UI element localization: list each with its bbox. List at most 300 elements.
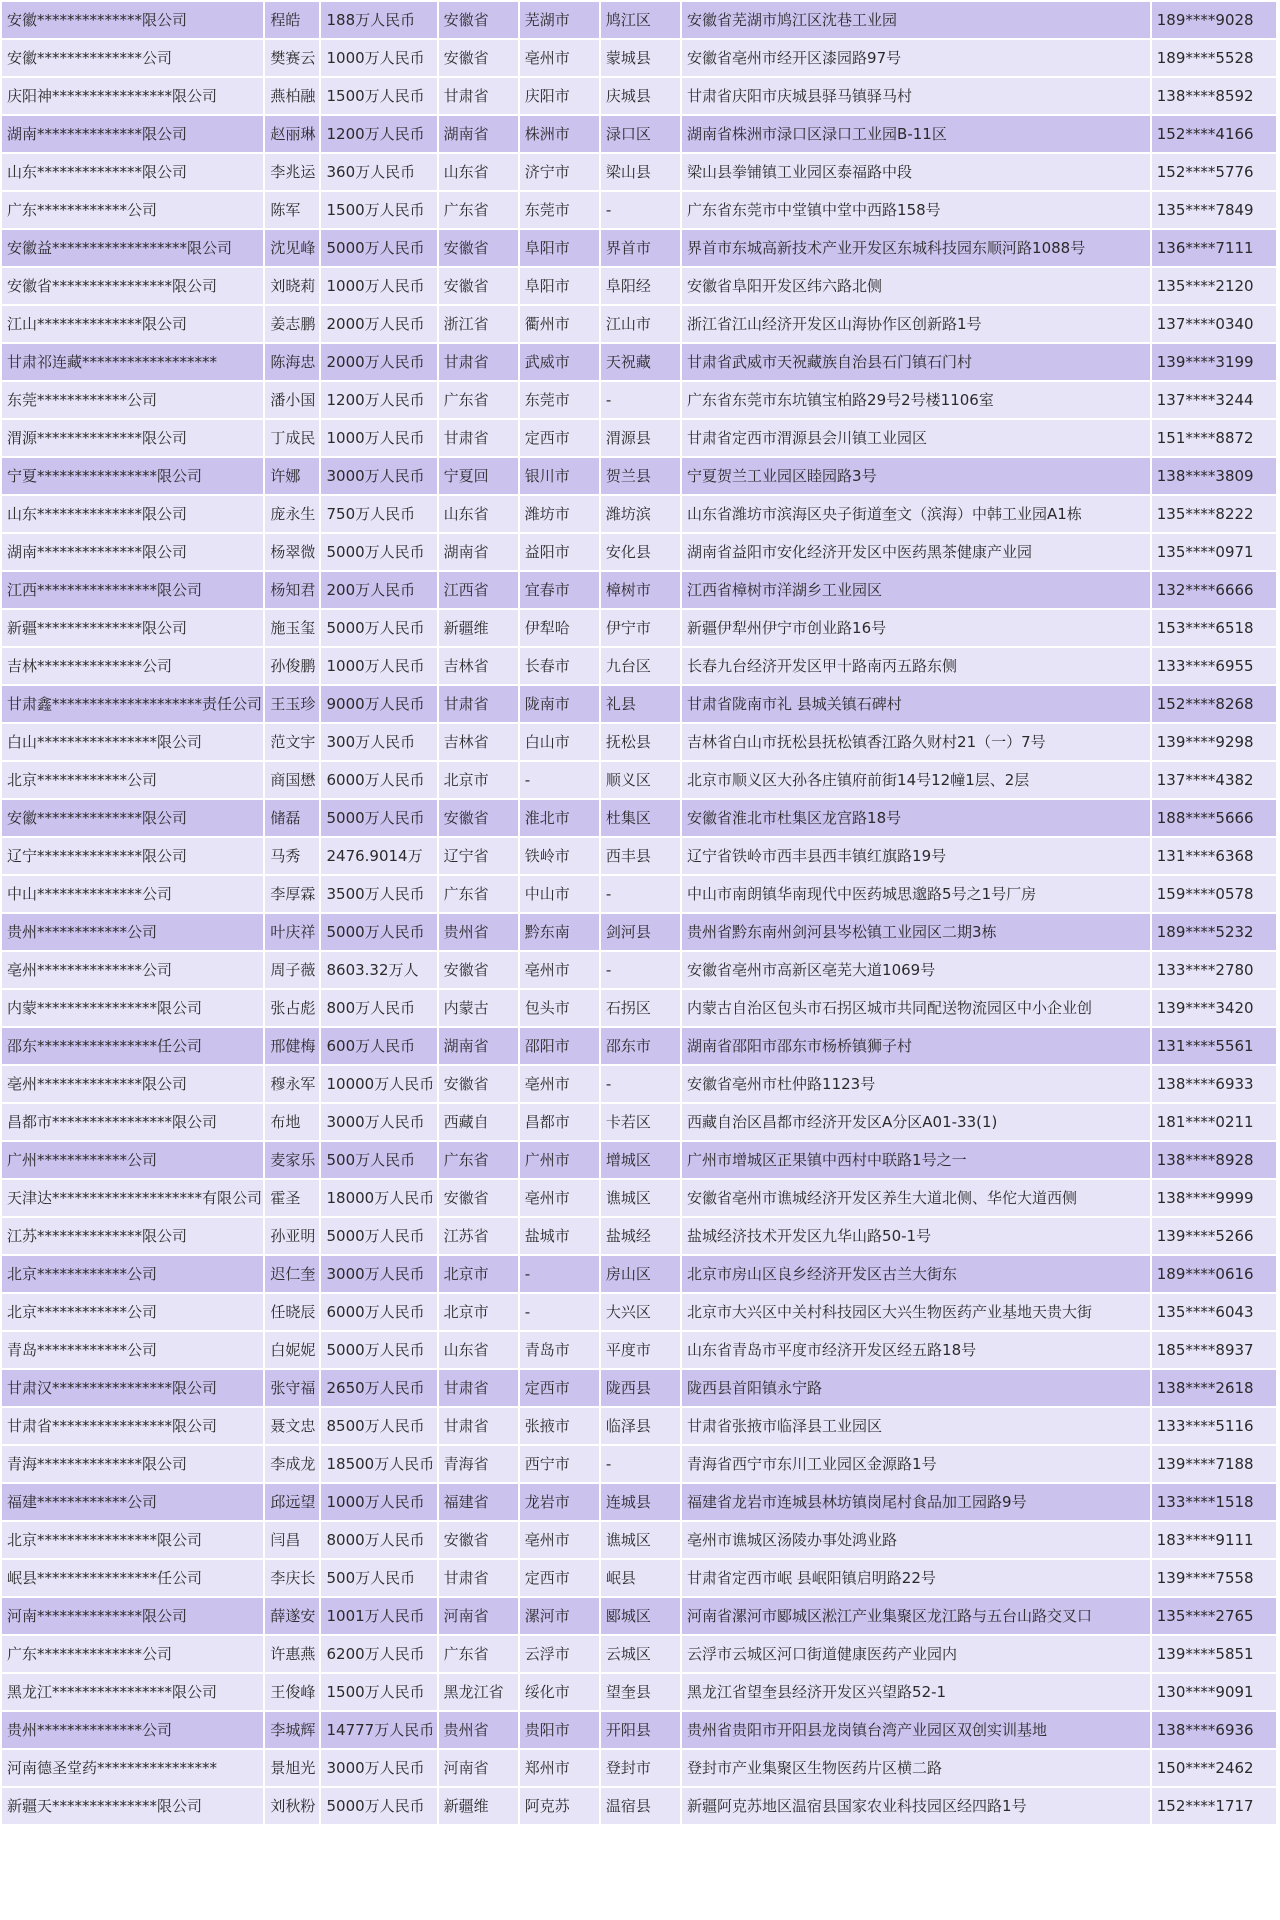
city-cell: 亳州市 bbox=[520, 40, 599, 76]
district-cell: 温宿县 bbox=[601, 1788, 680, 1824]
address-cell: 梁山县拳铺镇工业园区泰福路中段 bbox=[682, 154, 1150, 190]
table-row bbox=[2, 1788, 1276, 1824]
company-name-cell: 江西****************限公司 bbox=[2, 572, 263, 608]
province-cell: 安徽省 bbox=[439, 40, 518, 76]
table-row bbox=[2, 572, 1276, 608]
address-cell: 福建省龙岩市连城县林坊镇岗尾村食品加工园路9号 bbox=[682, 1484, 1150, 1520]
phone-cell: 152****8268 bbox=[1152, 686, 1276, 722]
registered-capital-cell: 1500万人民币 bbox=[321, 1674, 436, 1710]
company-name-cell: 甘肃鑫********************责任公司 bbox=[2, 686, 263, 722]
district-cell: 阜阳经 bbox=[601, 268, 680, 304]
company-name-cell: 北京************公司 bbox=[2, 762, 263, 798]
contact-name-cell: 景旭光 bbox=[265, 1750, 319, 1786]
province-cell: 北京市 bbox=[439, 1256, 518, 1292]
phone-cell: 133****5116 bbox=[1152, 1408, 1276, 1444]
registered-capital-cell: 8500万人民币 bbox=[321, 1408, 436, 1444]
province-cell: 新疆维 bbox=[439, 610, 518, 646]
table-row bbox=[2, 952, 1276, 988]
contact-name-cell: 李城辉 bbox=[265, 1712, 319, 1748]
contact-name-cell: 潘小国 bbox=[265, 382, 319, 418]
address-cell: 广东省东莞市中堂镇中堂中西路158号 bbox=[682, 192, 1150, 228]
address-cell: 山东省青岛市平度市经济开发区经五路18号 bbox=[682, 1332, 1150, 1368]
contact-name-cell: 杨翠微 bbox=[265, 534, 319, 570]
address-cell: 河南省漯河市郾城区淞江产业集聚区龙江路与五台山路交叉口 bbox=[682, 1598, 1150, 1634]
table-row bbox=[2, 1104, 1276, 1140]
province-cell: 湖南省 bbox=[439, 1028, 518, 1064]
phone-cell: 185****8937 bbox=[1152, 1332, 1276, 1368]
district-cell: - bbox=[601, 952, 680, 988]
phone-cell: 139****5851 bbox=[1152, 1636, 1276, 1672]
phone-cell: 189****9028 bbox=[1152, 2, 1276, 38]
district-cell: 云城区 bbox=[601, 1636, 680, 1672]
city-cell: 邵阳市 bbox=[520, 1028, 599, 1064]
contact-name-cell: 杨知君 bbox=[265, 572, 319, 608]
registered-capital-cell: 5000万人民币 bbox=[321, 1788, 436, 1824]
company-name-cell: 河南**************限公司 bbox=[2, 1598, 263, 1634]
registered-capital-cell: 5000万人民币 bbox=[321, 1218, 436, 1254]
district-cell: - bbox=[601, 382, 680, 418]
phone-cell: 138****2618 bbox=[1152, 1370, 1276, 1406]
address-cell: 广州市增城区正果镇中西村中联路1号之一 bbox=[682, 1142, 1150, 1178]
phone-cell: 139****9298 bbox=[1152, 724, 1276, 760]
table-row bbox=[2, 1408, 1276, 1444]
city-cell: 阿克苏 bbox=[520, 1788, 599, 1824]
phone-cell: 152****1717 bbox=[1152, 1788, 1276, 1824]
company-name-cell: 黑龙江****************限公司 bbox=[2, 1674, 263, 1710]
district-cell: 大兴区 bbox=[601, 1294, 680, 1330]
phone-cell: 139****7188 bbox=[1152, 1446, 1276, 1482]
table-row bbox=[2, 1674, 1276, 1710]
address-cell: 新疆伊犁州伊宁市创业路16号 bbox=[682, 610, 1150, 646]
phone-cell: 138****6933 bbox=[1152, 1066, 1276, 1102]
company-name-cell: 内蒙****************限公司 bbox=[2, 990, 263, 1026]
table-row bbox=[2, 268, 1276, 304]
phone-cell: 150****2462 bbox=[1152, 1750, 1276, 1786]
phone-cell: 131****6368 bbox=[1152, 838, 1276, 874]
address-cell: 安徽省亳州市谯城经济开发区养生大道北侧、华佗大道西侧 bbox=[682, 1180, 1150, 1216]
province-cell: 甘肃省 bbox=[439, 686, 518, 722]
province-cell: 湖南省 bbox=[439, 534, 518, 570]
province-cell: 山东省 bbox=[439, 1332, 518, 1368]
city-cell: 白山市 bbox=[520, 724, 599, 760]
registered-capital-cell: 8603.32万人 bbox=[321, 952, 436, 988]
city-cell: 伊犁哈 bbox=[520, 610, 599, 646]
city-cell: - bbox=[520, 762, 599, 798]
registered-capital-cell: 18500万人民币 bbox=[321, 1446, 436, 1482]
table-row bbox=[2, 686, 1276, 722]
contact-name-cell: 霍圣 bbox=[265, 1180, 319, 1216]
company-name-cell: 山东**************限公司 bbox=[2, 496, 263, 532]
company-name-cell: 渭源**************限公司 bbox=[2, 420, 263, 456]
city-cell: 亳州市 bbox=[520, 1522, 599, 1558]
city-cell: 宜春市 bbox=[520, 572, 599, 608]
table-row bbox=[2, 876, 1276, 912]
company-name-cell: 亳州**************限公司 bbox=[2, 1066, 263, 1102]
company-name-cell: 湖南**************限公司 bbox=[2, 116, 263, 152]
city-cell: 广州市 bbox=[520, 1142, 599, 1178]
contact-name-cell: 许惠燕 bbox=[265, 1636, 319, 1672]
phone-cell: 181****0211 bbox=[1152, 1104, 1276, 1140]
company-name-cell: 岷县****************任公司 bbox=[2, 1560, 263, 1596]
province-cell: 甘肃省 bbox=[439, 1408, 518, 1444]
table-row bbox=[2, 800, 1276, 836]
district-cell: 郾城区 bbox=[601, 1598, 680, 1634]
district-cell: 樟树市 bbox=[601, 572, 680, 608]
registered-capital-cell: 3000万人民币 bbox=[321, 1750, 436, 1786]
province-cell: 内蒙古 bbox=[439, 990, 518, 1026]
registered-capital-cell: 1001万人民币 bbox=[321, 1598, 436, 1634]
address-cell: 新疆阿克苏地区温宿县国家农业科技园区经四路1号 bbox=[682, 1788, 1150, 1824]
city-cell: 东莞市 bbox=[520, 192, 599, 228]
table-row bbox=[2, 648, 1276, 684]
city-cell: 银川市 bbox=[520, 458, 599, 494]
table-row bbox=[2, 382, 1276, 418]
district-cell: 邵东市 bbox=[601, 1028, 680, 1064]
table-row bbox=[2, 1712, 1276, 1748]
province-cell: 福建省 bbox=[439, 1484, 518, 1520]
company-name-cell: 北京****************限公司 bbox=[2, 1522, 263, 1558]
registered-capital-cell: 5000万人民币 bbox=[321, 1332, 436, 1368]
registered-capital-cell: 5000万人民币 bbox=[321, 914, 436, 950]
district-cell: 鸠江区 bbox=[601, 2, 680, 38]
table-row bbox=[2, 1180, 1276, 1216]
registered-capital-cell: 1000万人民币 bbox=[321, 648, 436, 684]
province-cell: 辽宁省 bbox=[439, 838, 518, 874]
table-row bbox=[2, 1332, 1276, 1368]
table-body bbox=[2, 2, 1276, 1824]
contact-name-cell: 聂文忠 bbox=[265, 1408, 319, 1444]
company-name-cell: 安徽**************公司 bbox=[2, 40, 263, 76]
phone-cell: 183****9111 bbox=[1152, 1522, 1276, 1558]
district-cell: - bbox=[601, 876, 680, 912]
phone-cell: 139****3420 bbox=[1152, 990, 1276, 1026]
province-cell: 河南省 bbox=[439, 1598, 518, 1634]
contact-name-cell: 穆永军 bbox=[265, 1066, 319, 1102]
contact-name-cell: 许娜 bbox=[265, 458, 319, 494]
table-row bbox=[2, 1066, 1276, 1102]
province-cell: 广东省 bbox=[439, 1142, 518, 1178]
registered-capital-cell: 600万人民币 bbox=[321, 1028, 436, 1064]
registered-capital-cell: 2476.9014万 bbox=[321, 838, 436, 874]
phone-cell: 153****6518 bbox=[1152, 610, 1276, 646]
province-cell: 广东省 bbox=[439, 1636, 518, 1672]
district-cell: - bbox=[601, 1066, 680, 1102]
district-cell: 天祝藏 bbox=[601, 344, 680, 380]
table-row bbox=[2, 40, 1276, 76]
phone-cell: 137****4382 bbox=[1152, 762, 1276, 798]
city-cell: 东莞市 bbox=[520, 382, 599, 418]
company-name-cell: 广东**************公司 bbox=[2, 1636, 263, 1672]
address-cell: 北京市大兴区中关村科技园区大兴生物医药产业基地天贵大街 bbox=[682, 1294, 1150, 1330]
contact-name-cell: 张守福 bbox=[265, 1370, 319, 1406]
province-cell: 黑龙江省 bbox=[439, 1674, 518, 1710]
company-name-cell: 辽宁**************限公司 bbox=[2, 838, 263, 874]
address-cell: 贵州省黔东南州剑河县岑松镇工业园区二期3栋 bbox=[682, 914, 1150, 950]
registered-capital-cell: 2650万人民币 bbox=[321, 1370, 436, 1406]
registered-capital-cell: 6000万人民币 bbox=[321, 1294, 436, 1330]
address-cell: 浙江省江山经济开发区山海协作区创新路1号 bbox=[682, 306, 1150, 342]
contact-name-cell: 布地 bbox=[265, 1104, 319, 1140]
district-cell: 江山市 bbox=[601, 306, 680, 342]
phone-cell: 136****7111 bbox=[1152, 230, 1276, 266]
province-cell: 甘肃省 bbox=[439, 420, 518, 456]
registered-capital-cell: 1000万人民币 bbox=[321, 40, 436, 76]
phone-cell: 138****3809 bbox=[1152, 458, 1276, 494]
phone-cell: 189****5528 bbox=[1152, 40, 1276, 76]
registered-capital-cell: 200万人民币 bbox=[321, 572, 436, 608]
company-name-cell: 邵东****************任公司 bbox=[2, 1028, 263, 1064]
registered-capital-cell: 3000万人民币 bbox=[321, 1104, 436, 1140]
registered-capital-cell: 5000万人民币 bbox=[321, 534, 436, 570]
table-row bbox=[2, 1370, 1276, 1406]
district-cell: - bbox=[601, 1446, 680, 1482]
phone-cell: 131****5561 bbox=[1152, 1028, 1276, 1064]
contact-name-cell: 迟仁奎 bbox=[265, 1256, 319, 1292]
contact-name-cell: 范文宇 bbox=[265, 724, 319, 760]
address-cell: 江西省樟树市洋湖乡工业园区 bbox=[682, 572, 1150, 608]
province-cell: 青海省 bbox=[439, 1446, 518, 1482]
city-cell: 亳州市 bbox=[520, 1066, 599, 1102]
city-cell: 陇南市 bbox=[520, 686, 599, 722]
company-name-cell: 庆阳神****************限公司 bbox=[2, 78, 263, 114]
table-row bbox=[2, 78, 1276, 114]
table-row bbox=[2, 192, 1276, 228]
city-cell: 芜湖市 bbox=[520, 2, 599, 38]
city-cell: 阜阳市 bbox=[520, 230, 599, 266]
company-name-cell: 北京************公司 bbox=[2, 1256, 263, 1292]
table-row bbox=[2, 1256, 1276, 1292]
company-name-cell: 甘肃汉****************限公司 bbox=[2, 1370, 263, 1406]
company-name-cell: 广东************公司 bbox=[2, 192, 263, 228]
address-cell: 安徽省亳州市杜仲路1123号 bbox=[682, 1066, 1150, 1102]
contact-name-cell: 施玉玺 bbox=[265, 610, 319, 646]
company-name-cell: 青海**************限公司 bbox=[2, 1446, 263, 1482]
table-row bbox=[2, 154, 1276, 190]
province-cell: 贵州省 bbox=[439, 1712, 518, 1748]
address-cell: 北京市房山区良乡经济开发区古兰大街东 bbox=[682, 1256, 1150, 1292]
contact-name-cell: 樊赛云 bbox=[265, 40, 319, 76]
address-cell: 湖南省益阳市安化经济开发区中医药黑茶健康产业园 bbox=[682, 534, 1150, 570]
table-row bbox=[2, 2, 1276, 38]
company-name-cell: 福建************公司 bbox=[2, 1484, 263, 1520]
district-cell: 礼县 bbox=[601, 686, 680, 722]
phone-cell: 139****5266 bbox=[1152, 1218, 1276, 1254]
district-cell: 谯城区 bbox=[601, 1522, 680, 1558]
address-cell: 云浮市云城区河口街道健康医药产业园内 bbox=[682, 1636, 1150, 1672]
province-cell: 吉林省 bbox=[439, 724, 518, 760]
company-name-cell: 湖南**************限公司 bbox=[2, 534, 263, 570]
city-cell: 武威市 bbox=[520, 344, 599, 380]
phone-cell: 159****0578 bbox=[1152, 876, 1276, 912]
contact-name-cell: 刘晓莉 bbox=[265, 268, 319, 304]
table-row bbox=[2, 838, 1276, 874]
registered-capital-cell: 1500万人民币 bbox=[321, 78, 436, 114]
address-cell: 安徽省亳州市经开区漆园路97号 bbox=[682, 40, 1150, 76]
registered-capital-cell: 300万人民币 bbox=[321, 724, 436, 760]
phone-cell: 138****8928 bbox=[1152, 1142, 1276, 1178]
table-row bbox=[2, 230, 1276, 266]
phone-cell: 130****9091 bbox=[1152, 1674, 1276, 1710]
registered-capital-cell: 10000万人民币 bbox=[321, 1066, 436, 1102]
table-row bbox=[2, 1028, 1276, 1064]
registered-capital-cell: 2000万人民币 bbox=[321, 306, 436, 342]
contact-name-cell: 李成龙 bbox=[265, 1446, 319, 1482]
district-cell: 连城县 bbox=[601, 1484, 680, 1520]
province-cell: 甘肃省 bbox=[439, 344, 518, 380]
province-cell: 甘肃省 bbox=[439, 1560, 518, 1596]
contact-name-cell: 马秀 bbox=[265, 838, 319, 874]
province-cell: 广东省 bbox=[439, 382, 518, 418]
company-name-cell: 北京************公司 bbox=[2, 1294, 263, 1330]
registered-capital-cell: 188万人民币 bbox=[321, 2, 436, 38]
address-cell: 甘肃省张掖市临泽县工业园区 bbox=[682, 1408, 1150, 1444]
district-cell: 安化县 bbox=[601, 534, 680, 570]
contact-name-cell: 张占彪 bbox=[265, 990, 319, 1026]
contact-name-cell: 孙亚明 bbox=[265, 1218, 319, 1254]
province-cell: 湖南省 bbox=[439, 116, 518, 152]
table-row bbox=[2, 496, 1276, 532]
contact-name-cell: 李庆长 bbox=[265, 1560, 319, 1596]
phone-cell: 133****1518 bbox=[1152, 1484, 1276, 1520]
contact-name-cell: 陈军 bbox=[265, 192, 319, 228]
city-cell: - bbox=[520, 1294, 599, 1330]
district-cell: 蒙城县 bbox=[601, 40, 680, 76]
province-cell: 广东省 bbox=[439, 192, 518, 228]
company-name-cell: 青岛************公司 bbox=[2, 1332, 263, 1368]
phone-cell: 137****3244 bbox=[1152, 382, 1276, 418]
registered-capital-cell: 3500万人民币 bbox=[321, 876, 436, 912]
table-row bbox=[2, 1636, 1276, 1672]
phone-cell: 135****0971 bbox=[1152, 534, 1276, 570]
district-cell: 望奎县 bbox=[601, 1674, 680, 1710]
phone-cell: 152****5776 bbox=[1152, 154, 1276, 190]
province-cell: 河南省 bbox=[439, 1750, 518, 1786]
province-cell: 浙江省 bbox=[439, 306, 518, 342]
contact-name-cell: 叶庆祥 bbox=[265, 914, 319, 950]
contact-name-cell: 王玉珍 bbox=[265, 686, 319, 722]
registered-capital-cell: 1200万人民币 bbox=[321, 116, 436, 152]
address-cell: 登封市产业集聚区生物医药片区横二路 bbox=[682, 1750, 1150, 1786]
district-cell: 房山区 bbox=[601, 1256, 680, 1292]
contact-name-cell: 邱远望 bbox=[265, 1484, 319, 1520]
district-cell: 渌口区 bbox=[601, 116, 680, 152]
address-cell: 黑龙江省望奎县经济开发区兴望路52-1 bbox=[682, 1674, 1150, 1710]
address-cell: 广东省东莞市东坑镇宝柏路29号2号楼1106室 bbox=[682, 382, 1150, 418]
contact-name-cell: 白妮妮 bbox=[265, 1332, 319, 1368]
table-row bbox=[2, 1142, 1276, 1178]
phone-cell: 138****6936 bbox=[1152, 1712, 1276, 1748]
registered-capital-cell: 800万人民币 bbox=[321, 990, 436, 1026]
company-name-cell: 吉林**************公司 bbox=[2, 648, 263, 684]
address-cell: 安徽省淮北市杜集区龙宫路18号 bbox=[682, 800, 1150, 836]
table-row bbox=[2, 306, 1276, 342]
company-name-cell: 东莞************公司 bbox=[2, 382, 263, 418]
province-cell: 甘肃省 bbox=[439, 78, 518, 114]
address-cell: 内蒙古自治区包头市石拐区城市共同配送物流园区中小企业创 bbox=[682, 990, 1150, 1026]
province-cell: 安徽省 bbox=[439, 800, 518, 836]
contact-name-cell: 孙俊鹏 bbox=[265, 648, 319, 684]
district-cell: 临泽县 bbox=[601, 1408, 680, 1444]
city-cell: 云浮市 bbox=[520, 1636, 599, 1672]
registered-capital-cell: 360万人民币 bbox=[321, 154, 436, 190]
company-name-cell: 江苏**************限公司 bbox=[2, 1218, 263, 1254]
table-row bbox=[2, 1446, 1276, 1482]
contact-name-cell: 王俊峰 bbox=[265, 1674, 319, 1710]
district-cell: 登封市 bbox=[601, 1750, 680, 1786]
address-cell: 甘肃省庆阳市庆城县驿马镇驿马村 bbox=[682, 78, 1150, 114]
registered-capital-cell: 3000万人民币 bbox=[321, 458, 436, 494]
phone-cell: 152****4166 bbox=[1152, 116, 1276, 152]
contact-name-cell: 沈见峰 bbox=[265, 230, 319, 266]
district-cell: 陇西县 bbox=[601, 1370, 680, 1406]
registered-capital-cell: 6200万人民币 bbox=[321, 1636, 436, 1672]
table-row bbox=[2, 724, 1276, 760]
contact-name-cell: 燕柏融 bbox=[265, 78, 319, 114]
company-name-cell: 安徽省****************限公司 bbox=[2, 268, 263, 304]
contact-name-cell: 刘秋粉 bbox=[265, 1788, 319, 1824]
address-cell: 甘肃省武威市天祝藏族自治县石门镇石门村 bbox=[682, 344, 1150, 380]
contact-name-cell: 陈海忠 bbox=[265, 344, 319, 380]
registered-capital-cell: 9000万人民币 bbox=[321, 686, 436, 722]
contact-name-cell: 麦家乐 bbox=[265, 1142, 319, 1178]
company-name-cell: 天津达********************有限公司 bbox=[2, 1180, 263, 1216]
district-cell: 石拐区 bbox=[601, 990, 680, 1026]
registered-capital-cell: 1200万人民币 bbox=[321, 382, 436, 418]
phone-cell: 135****6043 bbox=[1152, 1294, 1276, 1330]
company-name-cell: 白山****************限公司 bbox=[2, 724, 263, 760]
contact-name-cell: 程皓 bbox=[265, 2, 319, 38]
province-cell: 安徽省 bbox=[439, 952, 518, 988]
city-cell: 益阳市 bbox=[520, 534, 599, 570]
table-row bbox=[2, 1522, 1276, 1558]
contact-name-cell: 闫昌 bbox=[265, 1522, 319, 1558]
phone-cell: 189****5232 bbox=[1152, 914, 1276, 950]
province-cell: 安徽省 bbox=[439, 268, 518, 304]
contact-name-cell: 李兆运 bbox=[265, 154, 319, 190]
address-cell: 湖南省株洲市渌口区渌口工业园B-11区 bbox=[682, 116, 1150, 152]
city-cell: 株洲市 bbox=[520, 116, 599, 152]
province-cell: 甘肃省 bbox=[439, 1370, 518, 1406]
company-name-cell: 宁夏****************限公司 bbox=[2, 458, 263, 494]
city-cell: 济宁市 bbox=[520, 154, 599, 190]
city-cell: 亳州市 bbox=[520, 952, 599, 988]
registered-capital-cell: 2000万人民币 bbox=[321, 344, 436, 380]
district-cell: 梁山县 bbox=[601, 154, 680, 190]
address-cell: 中山市南朗镇华南现代中医药城思邈路5号之1号厂房 bbox=[682, 876, 1150, 912]
company-name-cell: 贵州************公司 bbox=[2, 914, 263, 950]
city-cell: 长春市 bbox=[520, 648, 599, 684]
district-cell: 岷县 bbox=[601, 1560, 680, 1596]
province-cell: 安徽省 bbox=[439, 230, 518, 266]
table-row bbox=[2, 1218, 1276, 1254]
address-cell: 西藏自治区昌都市经济开发区A分区A01-33(1) bbox=[682, 1104, 1150, 1140]
phone-cell: 188****5666 bbox=[1152, 800, 1276, 836]
phone-cell: 133****6955 bbox=[1152, 648, 1276, 684]
company-name-cell: 河南德圣堂药**************** bbox=[2, 1750, 263, 1786]
company-name-cell: 山东**************限公司 bbox=[2, 154, 263, 190]
table-row bbox=[2, 116, 1276, 152]
contact-name-cell: 庞永生 bbox=[265, 496, 319, 532]
registered-capital-cell: 18000万人民币 bbox=[321, 1180, 436, 1216]
district-cell: 庆城县 bbox=[601, 78, 680, 114]
address-cell: 吉林省白山市抚松县抚松镇香江路久财村21（一）7号 bbox=[682, 724, 1150, 760]
city-cell: 黔东南 bbox=[520, 914, 599, 950]
district-cell: 杜集区 bbox=[601, 800, 680, 836]
registered-capital-cell: 5000万人民币 bbox=[321, 230, 436, 266]
contact-name-cell: 姜志鹏 bbox=[265, 306, 319, 342]
phone-cell: 135****2765 bbox=[1152, 1598, 1276, 1634]
province-cell: 北京市 bbox=[439, 1294, 518, 1330]
